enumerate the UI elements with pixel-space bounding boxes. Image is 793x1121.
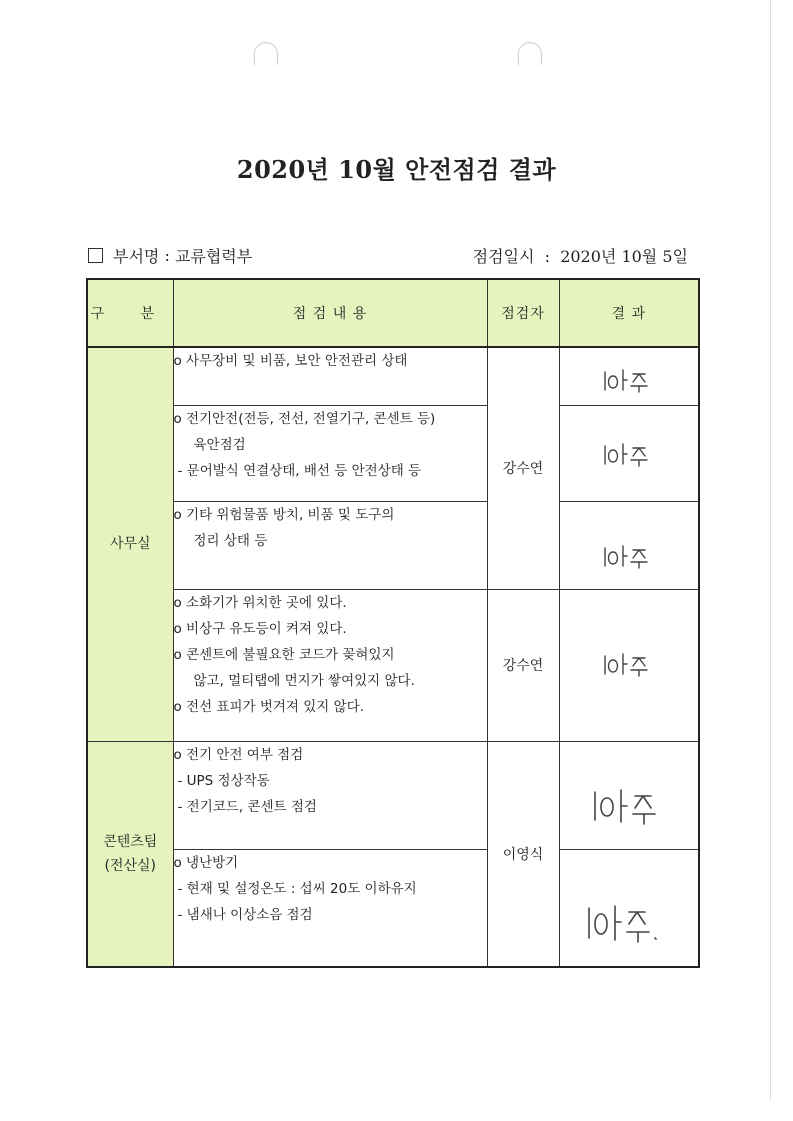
inspector-cell: 이영식: [487, 741, 559, 967]
content-line: o 콘센트에 불필요한 코드가 꽂혀있지: [173, 646, 395, 663]
table-row: [87, 405, 699, 501]
content-cell: [173, 347, 487, 405]
content-cell: [173, 741, 487, 849]
signature: [560, 440, 699, 472]
content-line: - 전기코드, 콘센트 점검: [177, 798, 317, 815]
signature: [560, 542, 699, 574]
meta-row: [88, 244, 688, 268]
inspection-date-value: 2020년 10월 5일: [560, 247, 688, 266]
result-cell: [559, 741, 699, 849]
table-row: [87, 589, 699, 741]
signature-icon: [599, 650, 659, 678]
content-cell: [173, 589, 487, 741]
content-cell: [173, 405, 487, 501]
content-line: o 비상구 유도등이 켜져 있다.: [173, 620, 347, 637]
inspection-date-field: [473, 244, 688, 267]
header-content: 점 검 내 용: [173, 279, 487, 347]
content-line: - 냄새나 이상소음 점검: [177, 906, 313, 923]
table-row: [87, 347, 699, 405]
content-line: o 기타 위험물품 방치, 비품 및 도구의: [173, 506, 395, 523]
signature: [560, 650, 699, 682]
result-cell: [559, 405, 699, 501]
content-cell: [173, 501, 487, 589]
table-row: [87, 849, 699, 967]
checkbox-icon: [88, 248, 103, 263]
result-cell: [559, 501, 699, 589]
result-cell: [559, 589, 699, 741]
signature: [560, 366, 699, 398]
content-line: o 냉난방기: [173, 854, 239, 871]
inspector-cell: 강수연: [487, 347, 559, 589]
content-line: 육안점검: [193, 436, 246, 453]
content-line: o 소화기가 위치한 곳에 있다.: [173, 594, 347, 611]
content-line: o 전선 표피가 벗겨져 있지 않다.: [173, 698, 364, 715]
content-line: - 문어발식 연결상태, 배선 등 안전상태 등: [177, 462, 422, 479]
punch-hole-left: [254, 42, 278, 65]
header-category: 구 분: [87, 279, 173, 347]
colon: :: [539, 247, 556, 266]
inspector-cell: 강수연: [487, 589, 559, 741]
colon: :: [159, 246, 175, 265]
signature: [560, 902, 699, 950]
signature-icon: [581, 902, 677, 946]
content-line: - UPS 정상작동: [177, 772, 270, 789]
signature-icon: [599, 440, 659, 468]
punch-hole-right: [518, 42, 542, 65]
table-row: [87, 741, 699, 849]
signature: [560, 786, 699, 830]
table-row: [87, 501, 699, 589]
content-line: - 현재 및 설정온도 : 섭씨 20도 이하유지: [177, 880, 417, 897]
header-inspector: 점검자: [487, 279, 559, 347]
content-line: o 전기 안전 여부 점검: [173, 746, 304, 763]
content-line: 않고, 멀티탭에 먼지가 쌓여있지 않다.: [193, 672, 415, 689]
result-cell: [559, 347, 699, 405]
content-line: o 전기안전(전등, 전선, 전열기구, 콘센트 등): [173, 410, 436, 427]
department-field: [88, 244, 252, 267]
content-line: 정리 상태 등: [193, 532, 268, 549]
department-value: 교류협력부: [174, 247, 253, 266]
signature-icon: [599, 366, 659, 394]
department-label: 부서명: [113, 247, 160, 266]
inspection-table: [86, 278, 700, 968]
category-contents-team: 콘텐츠팀 (전산실): [87, 741, 173, 967]
table-header-row: [87, 279, 699, 347]
inspection-date-label: 점검일시: [472, 247, 535, 266]
header-result: 결 과: [559, 279, 699, 347]
document-title: 2020년 10월 안전점검 결과: [236, 155, 557, 184]
content-cell: [173, 849, 487, 967]
signature-icon: [587, 786, 671, 826]
result-cell: [559, 849, 699, 967]
signature-icon: [599, 542, 659, 570]
content-line: o 사무장비 및 비품, 보안 안전관리 상태: [173, 353, 408, 369]
category-office: 사무실: [87, 347, 173, 741]
